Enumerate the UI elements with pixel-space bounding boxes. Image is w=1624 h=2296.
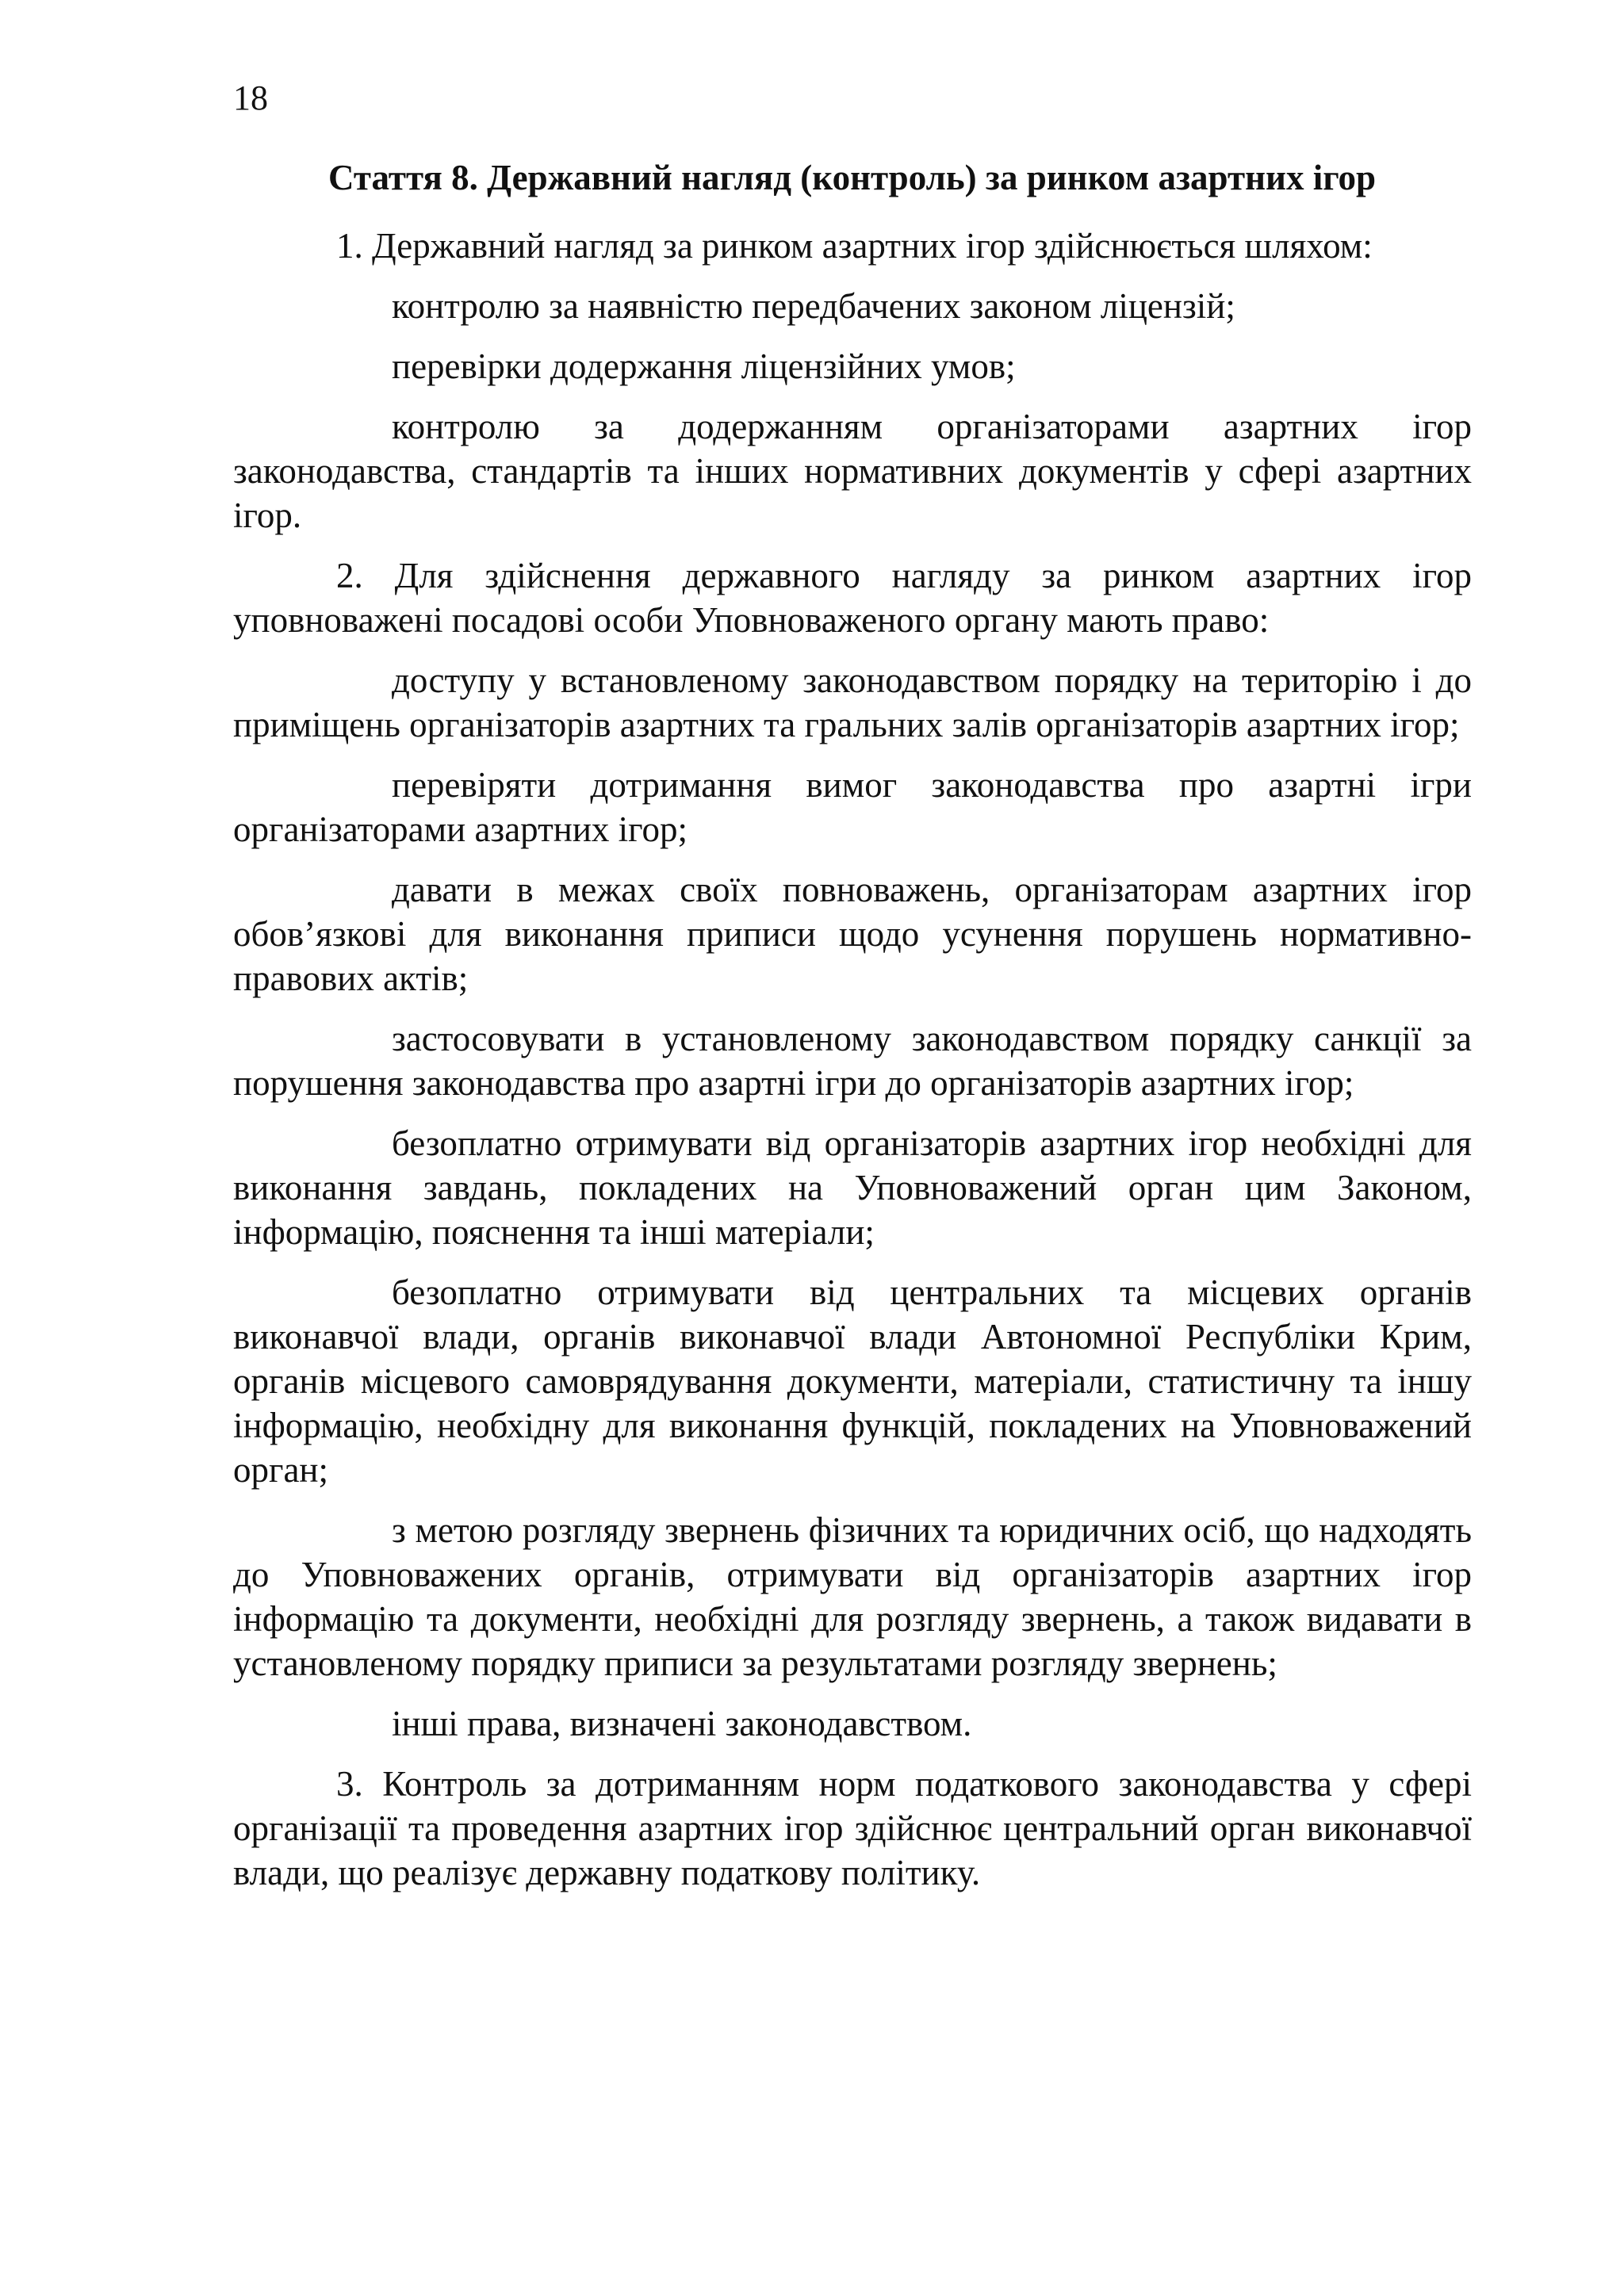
- list-item: інші права, визначені законодавством.: [392, 1704, 972, 1743]
- list-item: безоплатно отримувати від організаторів азартних ігор необхідні для виконання завдань, покладених на Уповноважений орган цим Законом, інформацію, пояснення та інші матеріали;: [233, 1123, 1472, 1252]
- article-heading: Стаття 8. Державний нагляд (контроль) за ринком азартних ігор: [328, 158, 1377, 197]
- list-item: перевіряти дотримання вимог законодавства про азартні ігри організаторами азартних ігор;: [233, 765, 1472, 849]
- list-item: з метою розгляду звернень фізичних та юридичних осіб, що надходять до Уповноважених органів, отримувати від організаторів азартних ігор інформацію та документи, необхідні для розгляду звернень, а також видавати в установленому порядку приписи за результатами розгляду звернень;: [233, 1510, 1472, 1683]
- page-number: 18: [233, 78, 268, 117]
- list-item: доступу у встановленому законодавством порядку на територію і до приміщень організаторів азартних та гральних залів організаторів азартних ігор;: [233, 660, 1472, 744]
- list-item: контролю за наявністю передбачених законом ліцензій;: [392, 286, 1235, 326]
- list-item: контролю за додержанням організаторами азартних ігор законодавства, стандартів та інших нормативних документів у сфері азартних ігор.: [233, 407, 1472, 535]
- article-body: [233, 155, 1472, 1911]
- list-item: перевірки додержання ліцензійних умов;: [392, 346, 1016, 386]
- paragraph-2: 2. Для здійснення державного нагляду за ринком азартних ігор уповноважені посадові особи Уповноваженого органу мають право:: [233, 556, 1472, 640]
- list-item: застосовувати в установленому законодавством порядку санкції за порушення законодавства про азартні ігри до організаторів азартних ігор;: [233, 1019, 1472, 1103]
- list-item: безоплатно отримувати від центральних та місцевих органів виконавчої влади, органів виконавчої влади Автономної Республіки Крим, органів місцевого самоврядування документи, матеріали, статистичну та іншу інформацію, необхідну для виконання функцій, покладених на Уповноважений орган;: [233, 1272, 1472, 1490]
- list-item: давати в межах своїх повноважень, організаторам азартних ігор обов’язкові для виконання приписи щодо усунення порушень нормативно-правових актів;: [233, 870, 1472, 998]
- paragraph-1: 1. Державний нагляд за ринком азартних ігор здійснюється шляхом:: [336, 226, 1373, 266]
- paragraph-3: 3. Контроль за дотриманням норм податкового законодавства у сфері організації та проведення азартних ігор здійснює центральний орган виконавчої влади, що реалізує державну податкову політику.: [233, 1764, 1472, 1892]
